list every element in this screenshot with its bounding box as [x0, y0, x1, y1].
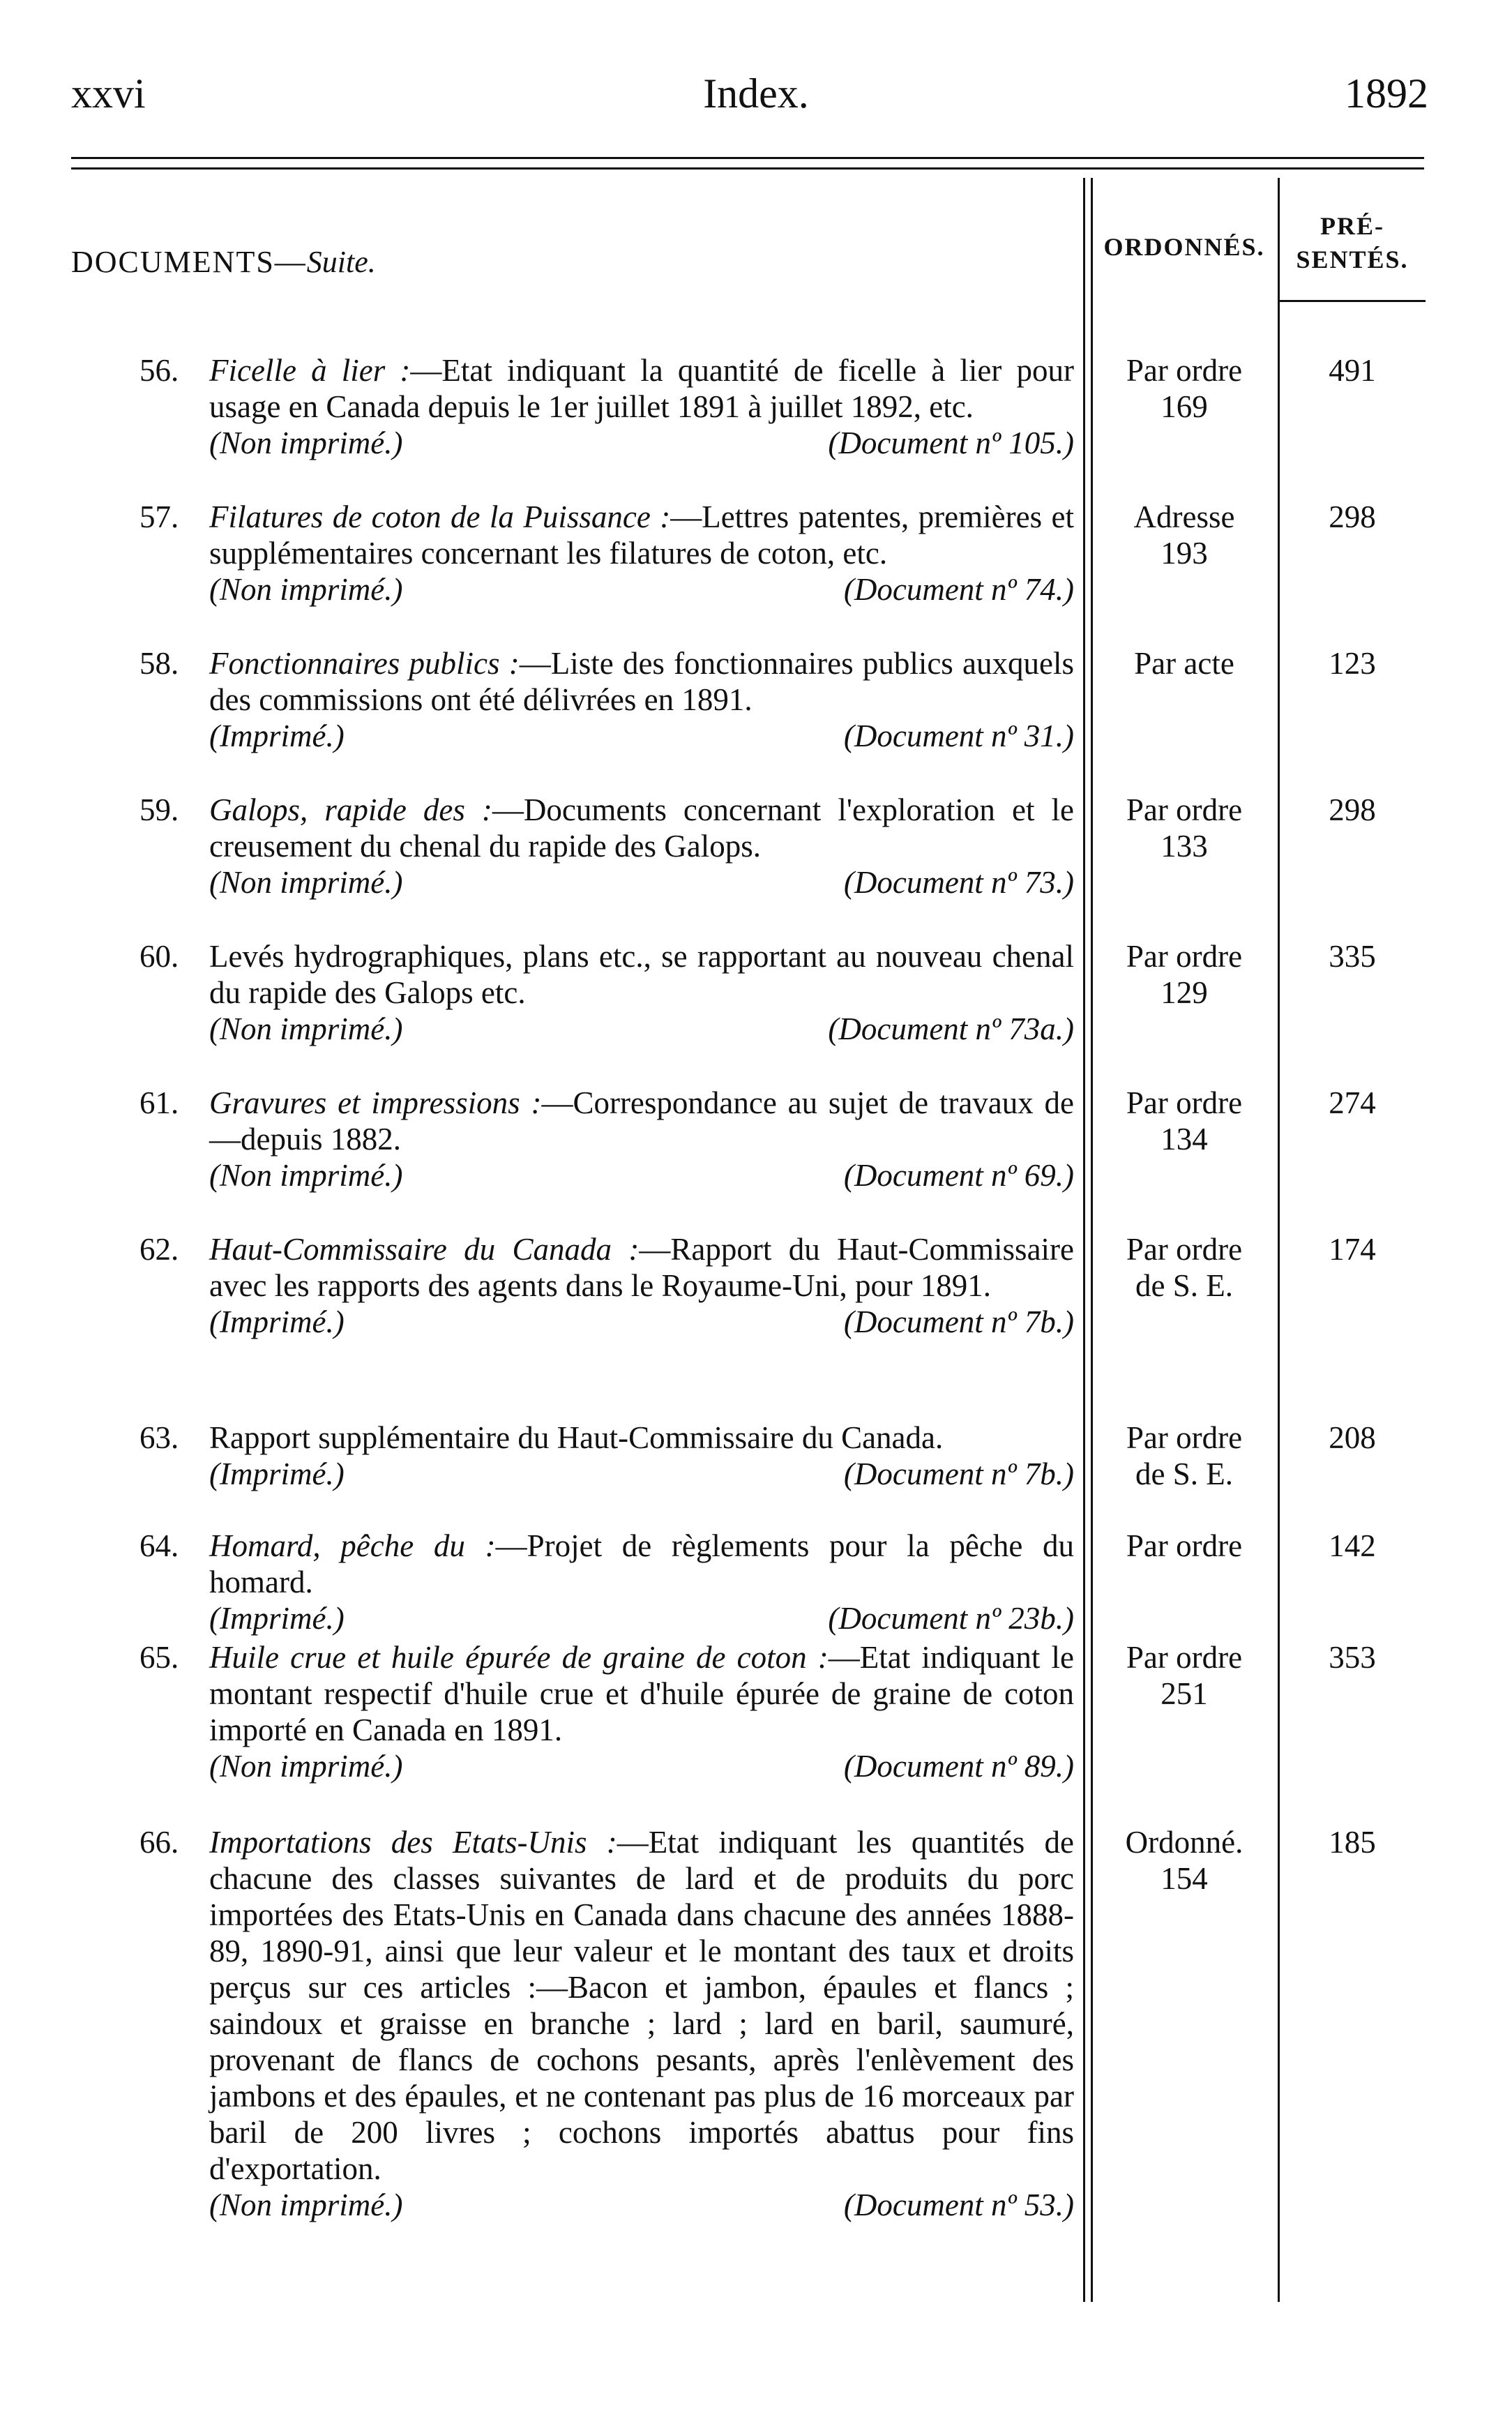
- entry-description: [209, 1085, 1074, 1194]
- entry-title: Homard, pêche du :: [209, 1528, 496, 1563]
- column-header-ordered: ORDONNÉS.: [1103, 233, 1265, 261]
- entry-description: [209, 1420, 1074, 1492]
- entry-document-ref: (Document nº 53.): [843, 2188, 1074, 2222]
- entry-title: Gravures et impressions :: [209, 1085, 542, 1120]
- entry-document-ref: (Document nº 7b.): [843, 1304, 1074, 1339]
- entry-document-ref: (Document nº 89.): [843, 1749, 1074, 1784]
- entry-title: Importations des Etats-Unis :: [209, 1825, 617, 1860]
- entry-print-status: (Non imprimé.): [209, 1158, 403, 1193]
- entry-presented: 274: [1329, 1085, 1376, 1120]
- entry-text: —Etat indiquant les quantités de chacune des classes suivantes de lard et de produits du porc importées des Etats-Unis en Canada dans chacune des années 1888-89, 1890-91, ainsi que leur valeur et le montant des taux et droits perçus sur ces articles :—Bacon et jambon, épaules et flancs ; saindoux et graisse en branche ; lard ; lard en baril, saumuré, provenant de flancs de cochons pesants, après l'enlèvement des jambons et des épaules, et ne contenant pas plus de 16 morceaux par baril de 200 livres ; cochons importés abattus pour fins d'exportation.: [209, 1825, 1074, 2186]
- entry-ordered: Par ordre: [1126, 1528, 1243, 1563]
- entry-description: [209, 1528, 1074, 1636]
- header-rule-top: [71, 157, 1424, 159]
- entry-description: [209, 499, 1074, 608]
- entry-description: [209, 792, 1074, 901]
- entry-description: [209, 645, 1074, 754]
- column-header-rule: [1279, 300, 1426, 302]
- entry-print-status: (Non imprimé.): [209, 426, 403, 460]
- entry-description: [209, 938, 1074, 1047]
- entry-ordered: Ordonné. 154: [1125, 1825, 1243, 1896]
- entry-description: [209, 352, 1074, 461]
- entry-ordered: Par ordre 251: [1126, 1640, 1243, 1711]
- section-title-text: DOCUMENTS—: [71, 245, 307, 279]
- entry-number: 60.: [139, 939, 179, 974]
- entry-ordered: Par ordre 134: [1126, 1085, 1243, 1157]
- column-divider: [1083, 178, 1085, 2302]
- entry-title: Fonctionnaires publics :: [209, 646, 520, 681]
- column-header-presented: PRÉ- SENTÉS.: [1296, 212, 1409, 273]
- entry-print-status: (Imprimé.): [209, 718, 345, 753]
- entry-text: —Etat indiquant la quantité de ficelle à lier pour usage en Canada depuis le 1er juillet 1891 à juillet 1892, etc.: [209, 353, 1075, 424]
- entry-title: Haut-Commissaire du Canada :: [209, 1232, 640, 1267]
- entry-number: 63.: [139, 1420, 179, 1455]
- entry-document-ref: (Document nº 73a.): [828, 1011, 1074, 1046]
- entry-print-status: (Non imprimé.): [209, 2188, 403, 2222]
- page-year: 1892: [1345, 70, 1428, 116]
- entry-text: —Documents concernant l'exploration et le creusement du chenal du rapide des Galops.: [209, 792, 1074, 864]
- entry-print-status: (Non imprimé.): [209, 1011, 403, 1046]
- entry-number: 56.: [139, 353, 179, 388]
- entry-presented: 174: [1329, 1232, 1376, 1267]
- entry-print-status: (Non imprimé.): [209, 865, 403, 900]
- entry-document-ref: (Document nº 73.): [843, 865, 1074, 900]
- entry-document-ref: (Document nº 31.): [843, 718, 1074, 753]
- entry-presented: 353: [1329, 1640, 1376, 1675]
- entry-print-status: (Non imprimé.): [209, 1749, 403, 1784]
- entry-ordered: Par ordre de S. E.: [1126, 1232, 1243, 1303]
- page-header: [0, 70, 1512, 126]
- entry-number: 58.: [139, 646, 179, 681]
- entry-number: 62.: [139, 1232, 179, 1267]
- entry-presented: 208: [1329, 1420, 1376, 1455]
- entry-text: —Correspondance au sujet de travaux de—depuis 1882.: [209, 1085, 1074, 1157]
- entry-text: —Rapport du Haut-Commissaire avec les rapports des agents dans le Royaume-Uni, pour 1891.: [209, 1232, 1074, 1303]
- entry-ordered: Par ordre de S. E.: [1126, 1420, 1243, 1491]
- page-number: xxvi: [71, 70, 146, 116]
- entry-presented: 298: [1329, 792, 1376, 827]
- entry-ordered: Adresse 193: [1133, 499, 1235, 571]
- entry-description: [209, 1231, 1074, 1340]
- entry-print-status: (Imprimé.): [209, 1456, 345, 1491]
- entry-presented: 298: [1329, 499, 1376, 534]
- entry-text: Levés hydrographiques, plans etc., se rapportant au nouveau chenal du rapide des Galops etc.: [209, 939, 1074, 1010]
- entry-number: 57.: [139, 499, 179, 534]
- entry-presented: 123: [1329, 646, 1376, 681]
- entry-text: —Lettres patentes, premières et supplémentaires concernant les filatures de coton, etc.: [209, 499, 1074, 571]
- entry-presented: 185: [1329, 1825, 1376, 1860]
- entry-ordered: Par acte: [1134, 646, 1234, 681]
- entry-title: Galops, rapide des :: [209, 792, 492, 827]
- entry-number: 65.: [139, 1640, 179, 1675]
- entry-document-ref: (Document nº 23b.): [828, 1601, 1074, 1636]
- entry-presented: 142: [1329, 1528, 1376, 1563]
- entry-presented: 335: [1329, 939, 1376, 974]
- entry-number: 66.: [139, 1825, 179, 1860]
- entry-text: —Etat indiquant le montant respectif d'huile crue et d'huile épurée de graine de coton importé en Canada en 1891.: [209, 1640, 1075, 1747]
- entry-document-ref: (Document nº 74.): [843, 572, 1074, 607]
- entry-number: 64.: [139, 1528, 179, 1563]
- entry-text: —Liste des fonctionnaires publics auxquels des commissions ont été délivrées en 1891.: [209, 646, 1075, 717]
- entry-number: 61.: [139, 1085, 179, 1120]
- entry-print-status: (Non imprimé.): [209, 572, 403, 607]
- header-rule-bottom: [71, 167, 1424, 170]
- section-title: [71, 244, 376, 280]
- entry-text: —Projet de règlements pour la pêche du homard.: [209, 1528, 1074, 1599]
- entry-description: [209, 1824, 1074, 2223]
- entry-ordered: Par ordre 129: [1126, 939, 1243, 1010]
- entry-description: [209, 1639, 1074, 1784]
- entry-title: Huile crue et huile épurée de graine de coton :: [209, 1640, 829, 1675]
- page-title: Index.: [703, 70, 809, 116]
- entry-document-ref: (Document nº 7b.): [843, 1456, 1074, 1491]
- entry-document-ref: (Document nº 69.): [843, 1158, 1074, 1193]
- entry-title: Ficelle à lier :: [209, 353, 411, 388]
- entry-document-ref: (Document nº 105.): [828, 426, 1074, 460]
- entry-presented: 491: [1329, 353, 1376, 388]
- entry-ordered: Par ordre 169: [1126, 353, 1243, 424]
- entry-print-status: (Imprimé.): [209, 1601, 345, 1636]
- entry-text: Rapport supplémentaire du Haut-Commissaire du Canada.: [209, 1420, 944, 1455]
- section-title-suffix: Suite.: [306, 245, 376, 279]
- entry-title: Filatures de coton de la Puissance :: [209, 499, 671, 534]
- entry-ordered: Par ordre 133: [1126, 792, 1243, 864]
- entry-print-status: (Imprimé.): [209, 1304, 345, 1339]
- entry-number: 59.: [139, 792, 179, 827]
